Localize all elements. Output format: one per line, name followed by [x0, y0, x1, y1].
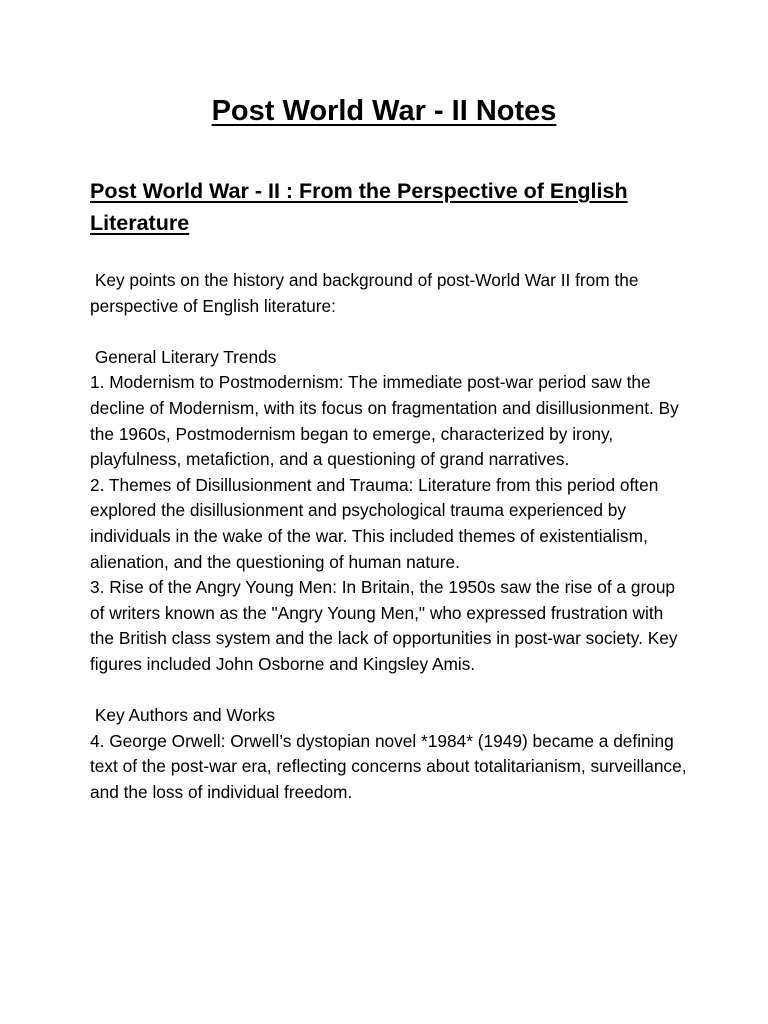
spacer	[90, 239, 690, 268]
subsection-heading-key-authors: Key Authors and Works	[90, 705, 276, 726]
section-heading: Post World War - II : From the Perspective of English Literature	[90, 179, 628, 235]
spacer	[90, 319, 690, 345]
list-item-orwell: 4. George Orwell: Orwell’s dystopian novel *1984* (1949) became a defining text of the post-war era, reflecting concerns about totalitarianism, surveillance, and the loss of individual freedom.	[90, 730, 692, 802]
intro-paragraph: Key points on the history and background of post-World War II from the perspective of English literature:	[90, 270, 644, 316]
document-title: Post World War - II Notes	[211, 95, 557, 127]
list-item-angry-young-men: 3. Rise of the Angry Young Men: In Britain, the 1950s saw the rise of a group of writers known as the "Angry Young Men," who expressed frustration with the British class system and the lack of opportunities in post-war society. Key figures included John Osborne and Kingsley Amis.	[90, 577, 683, 674]
spacer	[90, 678, 690, 704]
subsection-heading-general-trends: General Literary Trends	[90, 346, 277, 367]
document-body	[90, 175, 690, 805]
list-item-modernism: 1. Modernism to Postmodernism: The immediate post-war period saw the decline of Modernism, with its focus on fragmentation and disillusionment. By the 1960s, Postmodernism began to emerge, characterized by irony, playfulness, metafiction, and a questioning of grand narratives.	[90, 372, 684, 470]
list-item-disillusionment: 2. Themes of Disillusionment and Trauma: Literature from this period often explored the disillusionment and psychological trauma experienced by individuals in the wake of the war. This included themes of existentialism, alienation, and the questioning of human nature.	[90, 474, 664, 572]
